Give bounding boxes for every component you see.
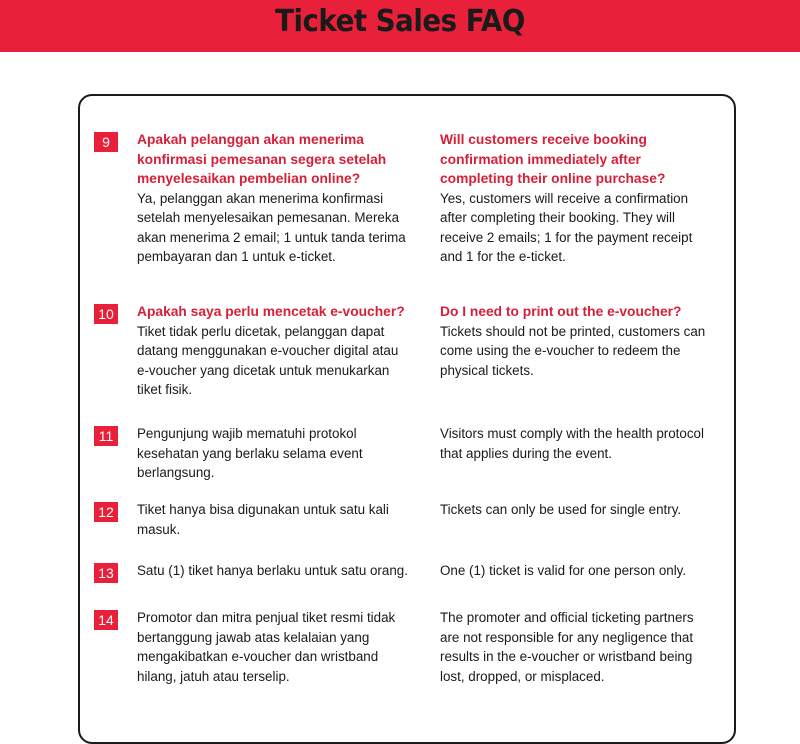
header-banner [0,0,800,52]
faq-question-en: Will customers receive booking confirmation immediately after completing their online purchase? [440,132,666,186]
faq-indonesian-column [137,561,427,581]
faq-answer-en: Visitors must comply with the health protocol that applies during the event. [440,426,704,461]
faq-answer-en: Yes, customers will receive a confirmation after completing their booking. They will receive 2 emails; 1 for the payment receipt and 1 for the e-ticket. [440,190,693,264]
faq-question-en: Do I need to print out the e-voucher? [440,304,682,319]
faq-indonesian-column [137,130,427,267]
faq-answer-en: One (1) ticket is valid for one person only. [440,563,687,578]
faq-english-column [440,302,740,380]
page-title: Ticket Sales FAQ [275,4,525,39]
faq-english-column [440,130,740,267]
faq-english-column [440,500,740,520]
faq-english-column [440,561,740,581]
faq-english-column [440,608,740,686]
faq-number-badge: 13 [94,563,118,583]
faq-indonesian-column [137,500,427,539]
faq-english-column [440,424,740,463]
faq-answer-id: Ya, pelanggan akan menerima konfirmasi setelah menyelesaikan pemesanan. Mereka akan menerima 2 email; 1 untuk tanda terima pembayaran dan 1 untuk e-ticket. [137,190,406,264]
faq-number-badge: 14 [94,610,118,630]
faq-number-badge: 12 [94,502,118,522]
faq-indonesian-column [137,424,427,483]
faq-answer-id: Tiket hanya bisa digunakan untuk satu kali masuk. [137,502,389,537]
faq-answer-id: Promotor dan mitra penjual tiket resmi tidak bertanggung jawab atas kelalaian yang mengakibatkan e-voucher dan wristband hilang, jatuh atau terselip. [137,610,396,684]
faq-answer-id: Tiket tidak perlu dicetak, pelanggan dapat datang menggunakan e-voucher digital atau e-voucher yang dicetak untuk menukarkan tiket fisik. [137,323,399,397]
faq-answer-en: Tickets can only be used for single entry. [440,502,682,517]
faq-indonesian-column [137,608,427,686]
faq-number-badge: 10 [94,304,118,324]
faq-answer-id: Satu (1) tiket hanya berlaku untuk satu orang. [137,563,408,578]
faq-number-badge: 9 [94,132,118,152]
faq-number-badge: 11 [94,426,118,446]
faq-answer-en: Tickets should not be printed, customers can come using the e-voucher to redeem the physical tickets. [440,323,706,378]
faq-indonesian-column [137,302,427,400]
faq-question-id: Apakah saya perlu mencetak e-voucher? [137,304,405,319]
faq-question-id: Apakah pelanggan akan menerima konfirmasi pemesanan segera setelah menyelesaikan pembelian online? [137,132,387,186]
faq-answer-id: Pengunjung wajib mematuhi protokol kesehatan yang berlaku selama event berlangsung. [137,426,363,480]
faq-answer-en: The promoter and official ticketing partners are not responsible for any negligence that results in the e-voucher or wristband being lost, dropped, or misplaced. [440,610,694,684]
